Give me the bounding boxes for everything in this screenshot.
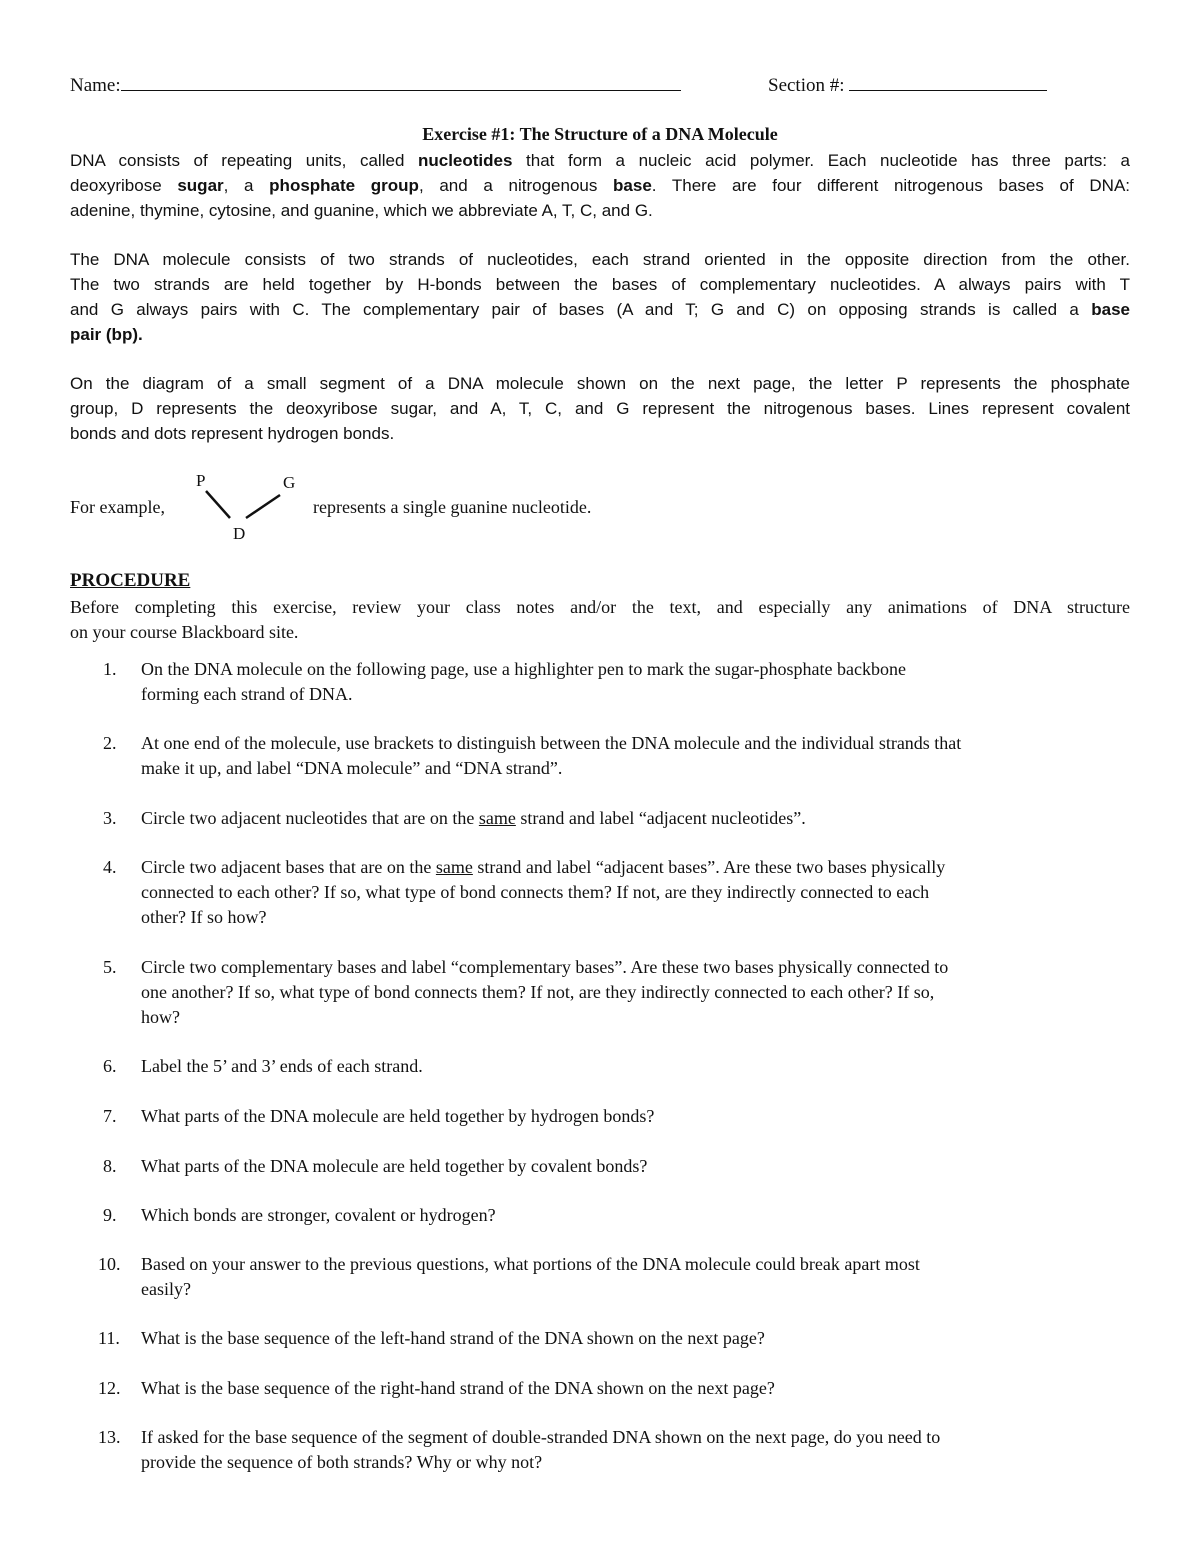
intro-p3-line-3: bonds and dots represent hydrogen bonds.	[70, 424, 395, 443]
diagram-d: D	[233, 524, 246, 543]
name-label: Name:	[70, 75, 121, 96]
section-field[interactable]	[768, 72, 1047, 97]
exercise-title: Exercise #1: The Structure of a DNA Molecule	[422, 124, 778, 144]
section-blank[interactable]	[849, 72, 1047, 91]
procedure-intro-line-2: on your course Blackboard site.	[70, 622, 299, 642]
name-field[interactable]	[70, 72, 681, 97]
example-text: represents a single guanine nucleotide.	[313, 497, 592, 517]
intro-p1-line-1: DNA consists of repeating units, called nucleotides that form a nucleic acid polymer. Each nucleotide has three parts: a	[70, 151, 1130, 170]
example-label: For example,	[70, 497, 165, 517]
worksheet-page: Name: Section #: Exercise #1: The Structure of a DNA Molecule DNA consists of repeating units, called nucleotides that form a nucleic acid polymer. Each nucleotide has three parts: a deoxyribose sugar, a phosphate group, and a nitrogenous base. There are four different nitrogenous bases of DNA: adenine, thymine, cytosine, and guanine, which we abbreviate A, T, C, and G. The DNA molecule consists of two strands of nucleotides, each strand oriented in the opposite direction from the other. The two strands are held together by H-bonds between the bases of complementary nucleotides. A always pairs with T and G always pairs with C. The complementary pair of bases (A and T; G and C) on opposing strands is called a base pair (bp). On the diagram of a small segment of a DNA molecule shown on the next page, the letter P represents the phosphate group, D represents the deoxyribose sugar, and A, T, C, and G represent the nitrogenous bases. Lines represent covalent bonds and dots represent hydrogen bonds. For example, P G D represents a single guanine nucleotide. PROCEDURE Before completing this exercise, review your class notes and/or the text, and especially any animations of DNA structure on your course Blackboard site. 1. On the DNA molecule on the following page, use a highlighter pen to mark the sugar-phosphate backbone forming each strand of DNA. 2. At one end of the molecule, use brackets to distinguish between the DNA molecule and the individual strands that make it up, and label “DNA molecule” and “DNA strand”. 3. Circle two adjacent nucleotides that are on the same strand and label “adjacent nucleotides”. 4. Circle two adjacent bases that are on the same strand and label “adjacent bases”. Are these two bases physically connected to each other? If so, what type of bond connects them? If not, are they indirectly connected to each other? If so how? 5. Circle two complementary bases and label “complementary bases”. Are these two bases physically connected to one another? If so, what type of bond connects them? If not, are they indirectly connected to each other? If so, how? 6. Label the 5’ and 3’ ends of each strand. 7. What parts of the DNA molecule are held together by hydrogen bonds? 8. What parts of the DNA molecule are held together by covalent bonds? 9. Which bonds are stronger, covalent or hydrogen? 10. Based on your answer to the previous questions, what portions of the DNA molecule could break apart most easily? 11. What is the base sequence of the left-hand strand of the DNA shown on the next page? 12. What is the base sequence of the right-hand strand of the DNA shown on the next page? 13. If asked for the base sequence of the segment of double-stranded DNA shown on the next page, do you need to provide the sequence of both strands? Why or why not?	[0, 0, 1200, 1553]
procedure-intro-line-1: Before completing this exercise, review your class notes and/or the text, and especially any animations of DNA structure	[70, 597, 1130, 617]
intro-p1-line-3: adenine, thymine, cytosine, and guanine, which we abbreviate A, T, C, and G.	[70, 201, 653, 220]
diagram-p: P	[196, 471, 206, 490]
intro-p2-line-1: The DNA molecule consists of two strands of nucleotides, each strand oriented in the opposite direction from the other.	[70, 250, 1130, 269]
name-blank[interactable]	[121, 72, 681, 91]
nucleotide-diagram	[190, 468, 310, 548]
bond-phosphate-sugar	[206, 491, 230, 518]
intro-p3-line-1: On the diagram of a small segment of a DNA molecule shown on the next page, the letter P represents the phosphate	[70, 374, 1130, 393]
intro-p1-line-2: deoxyribose sugar, a phosphate group, and a nitrogenous base. There are four different nitrogenous bases of DNA:	[70, 176, 1131, 195]
section-label: Section #:	[768, 75, 845, 96]
intro-p2-line-2: The two strands are held together by H-bonds between the bases of complementary nucleotides. A always pairs with T	[70, 275, 1130, 294]
bond-sugar-base	[246, 495, 280, 518]
diagram-g: G	[283, 473, 296, 492]
intro-p2-line-3: and G always pairs with C. The complementary pair of bases (A and T; G and C) on opposing strands is called a base	[70, 300, 1130, 319]
intro-p3-line-2: group, D represents the deoxyribose sugar, and A, T, C, and G represent the nitrogenous bases. Lines represent covalent	[70, 399, 1130, 418]
procedure-heading: PROCEDURE	[70, 570, 191, 591]
intro-p2-line-4: pair (bp).	[70, 325, 143, 344]
